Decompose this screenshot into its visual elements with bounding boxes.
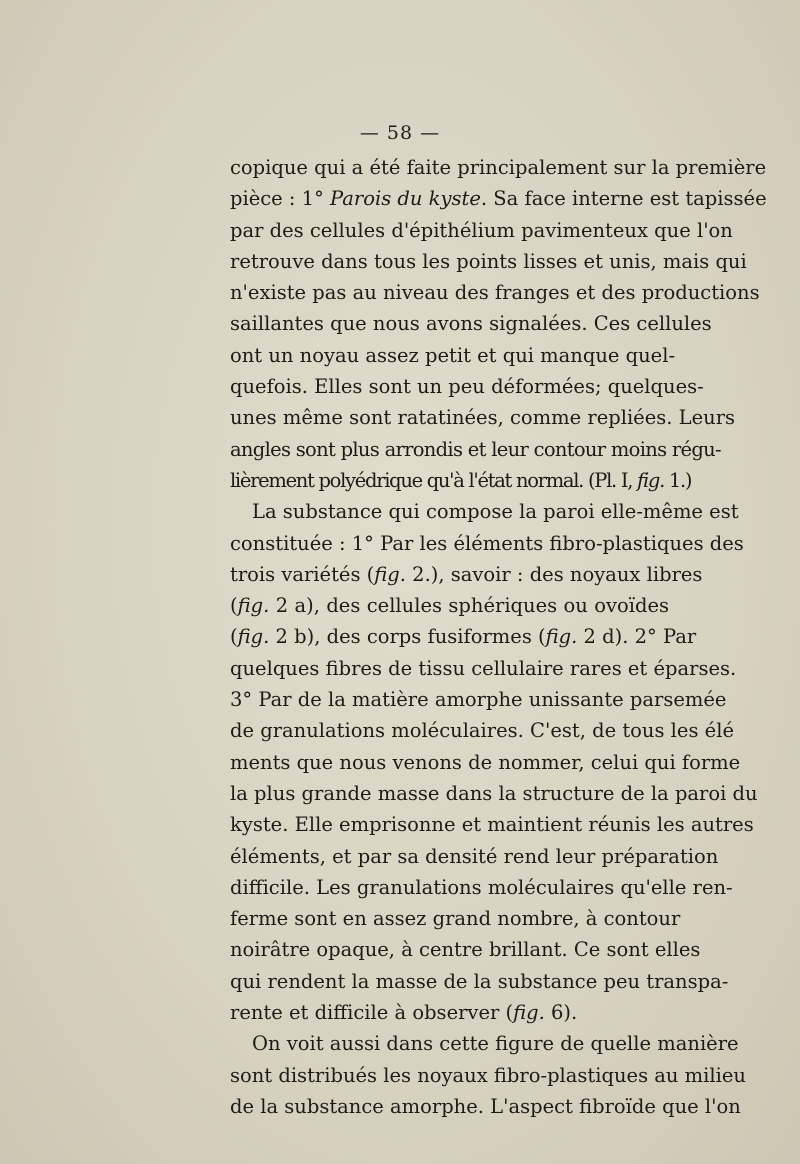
text-line: noirâtre opaque, à centre brillant. Ce sont elles [230,938,701,962]
text-line: éléments, et par sa densité rend leur préparation [230,844,719,868]
text-line: retrouve dans tous les points lisses et unis, mais qui [230,249,747,273]
text-line: ont un noyau assez petit et qui manque quel- [230,343,676,367]
text-line: unes même sont ratatinées, comme repliées. Leurs [230,406,736,430]
text-line: n'existe pas au niveau des franges et des productions [230,281,760,305]
text-line: la plus grande masse dans la structure de la paroi du [230,781,758,805]
text-line: angles sont plus arrondis et leur contour moins régu- [230,437,721,461]
page-number: — 58 — [359,122,441,144]
text-line: La substance qui compose la paroi elle-même est [252,500,739,524]
text-line: pièce : 1° Parois du kyste. Sa face interne est tapissée [230,187,767,211]
text-line: On voit aussi dans cette figure de quelle manière [252,1032,739,1056]
text-line: (fig. 2 b), des corps fusiformes (fig. 2 d). 2° Par [230,625,697,649]
text-line: ments que nous venons de nommer, celui qui forme [230,750,741,774]
text-line: difficile. Les granulations moléculaires qu'elle ren- [230,875,733,899]
text-line: ferme sont en assez grand nombre, à contour [230,907,681,931]
text-line: copique qui a été faite principalement sur la première [230,156,767,179]
text-line: lièrement polyédrique qu'à l'état normal. (Pl. I, fig. 1.) [230,468,692,492]
text-line: par des cellules d'épithélium pavimenteux que l'on [230,218,733,242]
text-line: quefois. Elles sont un peu déformées; quelques- [230,375,704,399]
text-line: de la substance amorphe. L'aspect fibroïde que l'on [230,1094,741,1118]
text-line: rente et difficile à observer (fig. 6). [230,1001,578,1025]
text-line: qui rendent la masse de la substance peu transpa- [230,969,729,993]
body-text [230,152,767,1122]
text-line: kyste. Elle emprisonne et maintient réunis les autres [230,813,754,837]
text-line: de granulations moléculaires. C'est, de tous les élé [230,719,734,743]
text-line: quelques fibres de tissu cellulaire rares et éparses. [230,656,737,680]
text-line: 3° Par de la matière amorphe unissante parsemée [230,688,727,712]
text-line: sont distribués les noyaux fibro-plastiques au milieu [230,1063,746,1087]
text-line: trois variétés (fig. 2.), savoir : des noyaux libres [230,562,703,586]
text-line: (fig. 2 a), des cellules sphériques ou ovoïdes [230,594,669,618]
text-line: saillantes que nous avons signalées. Ces cellules [230,312,712,336]
text-line: constituée : 1° Par les éléments fibro-plastiques des [230,531,744,555]
